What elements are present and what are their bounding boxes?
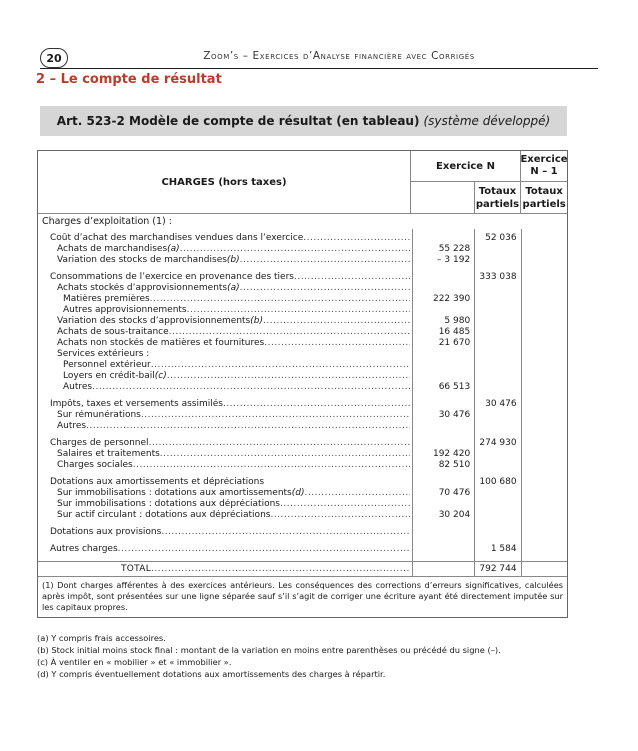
row-prior-year	[522, 338, 567, 349]
leader-dots	[167, 371, 410, 382]
row-subtotal	[475, 488, 520, 499]
row-amount	[413, 477, 474, 488]
row-label-ref: (d)	[291, 488, 305, 498]
footnote-item: (b) Stock initial moins stock final : montant de la variation en moins entre parenthèses ou précédé du signe (–).	[37, 645, 501, 655]
prior-year-column	[521, 229, 567, 561]
row-label-text: Dotations aux provisions	[50, 527, 162, 537]
table-row-label	[38, 544, 410, 555]
leader-dots	[280, 499, 410, 510]
row-prior-year	[522, 382, 567, 393]
total-subtotal-cell	[474, 562, 520, 576]
row-prior-year	[522, 244, 567, 255]
total-label: TOTAL	[121, 564, 152, 574]
row-label-text: Autres approvisionnements	[63, 305, 187, 315]
table-row-label	[38, 399, 410, 410]
row-prior-year	[522, 410, 567, 421]
footnote-item: (c) À ventiler en « mobilier » et « immobilier ».	[37, 657, 232, 667]
header-exercise-row	[411, 151, 567, 182]
row-prior-year	[522, 305, 567, 316]
leader-dots	[223, 399, 410, 410]
row-amount	[413, 399, 474, 410]
row-prior-year	[522, 255, 567, 266]
row-amount: 222 390	[432, 294, 471, 304]
row-label-text: Achats de marchandises	[57, 244, 168, 254]
row-label-text: Sur rémunérations	[57, 410, 141, 420]
table-body	[38, 229, 567, 561]
leader-dots	[303, 233, 410, 244]
row-amount	[413, 233, 474, 244]
header-exercice-n-1: Exercice N – 1	[520, 151, 567, 181]
row-label-text: Consommations de l’exercice en provenance des tiers	[50, 272, 294, 282]
label-column	[38, 229, 412, 561]
table-row-label	[38, 327, 410, 338]
row-prior-year	[522, 272, 567, 283]
row-amount	[413, 527, 474, 538]
row-prior-year	[522, 477, 567, 488]
section-title: 2 – Le compte de résultat	[36, 72, 222, 87]
article-banner	[40, 106, 567, 136]
table-row-label	[38, 316, 410, 327]
total-line	[38, 564, 410, 575]
row-subtotal	[475, 349, 520, 360]
row-prior-year	[522, 371, 567, 382]
page-number: 20	[46, 51, 62, 65]
row-subtotal: 30 476	[485, 399, 517, 409]
leader-dots	[305, 488, 411, 499]
row-prior-year	[522, 294, 567, 305]
table-row-label	[38, 338, 410, 349]
leader-dots	[133, 460, 410, 471]
row-label-text: Sur immobilisations : dotations aux dépréciations	[57, 499, 280, 509]
section-head-exploitation: Charges d’exploitation (1) :	[42, 216, 172, 227]
total-prior-cell	[521, 562, 567, 576]
row-label-text: Achats non stockés de matières et fournitures	[57, 338, 265, 348]
table-row-label	[38, 382, 410, 393]
row-amount	[413, 349, 474, 360]
leader-dots	[141, 410, 410, 421]
row-amount	[413, 360, 474, 371]
table-row-label	[38, 360, 410, 371]
row-prior-year	[522, 544, 567, 555]
row-label-text: Services extérieurs :	[57, 349, 150, 359]
header-totals-row	[411, 182, 567, 213]
row-amount: – 3 192	[437, 255, 471, 265]
row-prior-year	[522, 283, 567, 294]
leader-dots	[118, 544, 410, 555]
total-value: 792 744	[479, 564, 517, 574]
total-amount-cell	[412, 562, 474, 576]
row-label-text: Charges de personnel	[50, 438, 149, 448]
row-label-ref: (b)	[250, 316, 263, 326]
row-subtotal	[475, 449, 520, 460]
row-subtotal	[475, 244, 520, 255]
row-subtotal: 1 584	[490, 544, 517, 554]
row-subtotal	[475, 338, 520, 349]
article-subtitle: (système développé)	[423, 114, 551, 128]
row-amount: 82 510	[438, 460, 471, 470]
footnotes	[37, 632, 568, 680]
row-label-text: Matières premières	[63, 294, 150, 304]
running-title: Zoom’s – Exercices d’Analyse financière avec Corrigés	[203, 50, 475, 62]
row-label-text: Salaires et traitements	[57, 449, 160, 459]
row-amount: 192 420	[432, 449, 471, 459]
row-amount: 30 476	[438, 410, 471, 420]
row-subtotal: 100 680	[479, 477, 517, 487]
table-row-label	[38, 499, 410, 510]
subtotals-column	[474, 229, 520, 561]
row-prior-year	[522, 327, 567, 338]
row-prior-year	[522, 233, 567, 244]
row-subtotal	[475, 371, 520, 382]
row-label-text: Achats stockés d’approvisionnements	[57, 283, 228, 293]
table-header-row	[38, 151, 567, 214]
leader-dots	[240, 283, 410, 294]
leader-dots	[264, 338, 410, 349]
row-prior-year	[522, 421, 567, 432]
leader-dots	[187, 305, 410, 316]
row-label-text: Dotations aux amortissements et dépréciations	[50, 477, 265, 487]
row-subtotal	[475, 382, 520, 393]
row-prior-year	[522, 527, 567, 538]
row-prior-year	[522, 488, 567, 499]
leader-dots	[270, 510, 410, 521]
leader-dots	[86, 421, 410, 432]
row-label-text: Autres	[57, 421, 87, 431]
article-title: Art. 523-2 Modèle de compte de résultat (en tableau)	[56, 114, 420, 128]
table-row-label	[38, 510, 410, 521]
row-label-text: Loyers en crédit-bail	[63, 371, 155, 381]
row-subtotal: 333 038	[479, 272, 517, 282]
row-subtotal	[475, 499, 520, 510]
header-exercises	[410, 151, 567, 213]
row-label-text: Impôts, taxes et versements assimilés	[50, 399, 223, 409]
row-subtotal	[475, 510, 520, 521]
table-row-label	[38, 460, 410, 471]
row-amount	[413, 421, 474, 432]
page-number-badge	[40, 48, 68, 68]
row-amount: 30 204	[438, 510, 471, 520]
row-label-text: Sur actif circulant : dotations aux dépréciations	[57, 510, 271, 520]
row-label-ref: (a)	[227, 283, 240, 293]
header-blank	[411, 182, 474, 213]
row-amount: 5 980	[444, 316, 471, 326]
row-subtotal	[475, 527, 520, 538]
table-row-label	[38, 349, 410, 360]
row-label-text: Autres charges	[50, 544, 118, 554]
row-prior-year	[522, 510, 567, 521]
row-amount: 66 513	[438, 382, 471, 392]
row-label-text: Autres	[63, 382, 93, 392]
row-prior-year	[522, 460, 567, 471]
header-exercice-n: Exercice N	[436, 160, 495, 172]
row-subtotal	[475, 316, 520, 327]
row-subtotal	[475, 305, 520, 316]
row-amount	[413, 438, 474, 449]
row-label-text: Sur immobilisations : dotations aux amortissements	[57, 488, 292, 498]
table-row-label	[38, 410, 410, 421]
row-prior-year	[522, 316, 567, 327]
row-prior-year	[522, 399, 567, 410]
table-row-label	[38, 488, 410, 499]
row-prior-year	[522, 360, 567, 371]
row-prior-year	[522, 349, 567, 360]
table-row-label	[38, 305, 410, 316]
leader-dots	[149, 438, 410, 449]
row-subtotal: 274 930	[479, 438, 517, 448]
row-label-text: Variation des stocks d’approvisionnements	[57, 316, 251, 326]
row-amount: 16 485	[438, 327, 471, 337]
row-amount	[413, 371, 474, 382]
leader-dots	[294, 272, 410, 283]
leader-dots	[151, 360, 410, 371]
table-row-label	[38, 283, 410, 294]
row-amount: 55 228	[438, 244, 471, 254]
row-label-text: Charges sociales	[57, 460, 133, 470]
leader-dots	[92, 382, 410, 393]
table-row-label	[38, 233, 410, 244]
row-amount	[413, 499, 474, 510]
income-statement-table	[37, 150, 568, 618]
amounts-column	[412, 229, 474, 561]
leader-dots	[240, 255, 410, 266]
row-prior-year	[522, 438, 567, 449]
footnote-item: (a) Y compris frais accessoires.	[37, 633, 166, 643]
row-amount	[413, 305, 474, 316]
table-row-label	[38, 449, 410, 460]
row-subtotal	[475, 360, 520, 371]
header-rule	[40, 68, 598, 69]
row-amount	[413, 272, 474, 283]
leader-dots	[161, 527, 410, 538]
row-subtotal: 52 036	[485, 233, 517, 243]
table-row-label	[38, 477, 410, 488]
leader-dots	[150, 294, 410, 305]
total-label-cell	[38, 562, 412, 576]
table-row-label	[38, 421, 410, 432]
row-label-text: Coût d’achat des marchandises vendues dans l’exercice	[50, 233, 304, 243]
row-label-text: Variation des stocks de marchandises	[57, 255, 227, 265]
row-amount: 21 670	[438, 338, 471, 348]
row-label-ref: (a)	[167, 244, 180, 254]
table-row-label	[38, 371, 410, 382]
row-label-text: Achats de sous-traitance	[57, 327, 169, 337]
total-row	[38, 561, 567, 576]
row-label-ref: (c)	[154, 371, 167, 381]
table-row-label	[38, 272, 410, 283]
footnote-item: (d) Y compris éventuellement dotations aux amortissements des charges à répartir.	[37, 669, 386, 679]
leader-dots	[160, 449, 410, 460]
table-row-label	[38, 294, 410, 305]
row-subtotal	[475, 410, 520, 421]
leader-dots	[180, 244, 410, 255]
header-totaux-partiels-n-1: Totaux partiels	[520, 182, 567, 213]
table-row-label	[38, 255, 410, 266]
table-row-label	[38, 438, 410, 449]
row-amount: 70 476	[438, 488, 471, 498]
row-label-text: Personnel extérieur	[63, 360, 151, 370]
row-subtotal	[475, 283, 520, 294]
leader-dots	[263, 316, 410, 327]
row-label-ref: (b)	[226, 255, 240, 265]
row-subtotal	[475, 327, 520, 338]
row-amount	[413, 283, 474, 294]
leader-dots	[169, 327, 410, 338]
header-charges: CHARGES (hors taxes)	[161, 176, 287, 188]
row-prior-year	[522, 499, 567, 510]
table-note: (1) Dont charges afférentes à des exercices antérieurs. Les conséquences des corrections d’erreurs significatives, calculées après impôt, sont présentées sur une ligne séparée sauf s’il s’agit de corriger une écriture ayant été directement imputée sur les capitaux propres.	[38, 576, 567, 617]
table-row-label	[38, 527, 410, 538]
row-subtotal	[475, 421, 520, 432]
leader-dots	[151, 564, 410, 575]
row-subtotal	[475, 460, 520, 471]
header-totaux-partiels-n: Totaux partiels	[474, 182, 521, 213]
row-amount	[413, 544, 474, 555]
row-subtotal	[475, 294, 520, 305]
table-row-label	[38, 244, 410, 255]
row-subtotal	[475, 255, 520, 266]
row-prior-year	[522, 449, 567, 460]
